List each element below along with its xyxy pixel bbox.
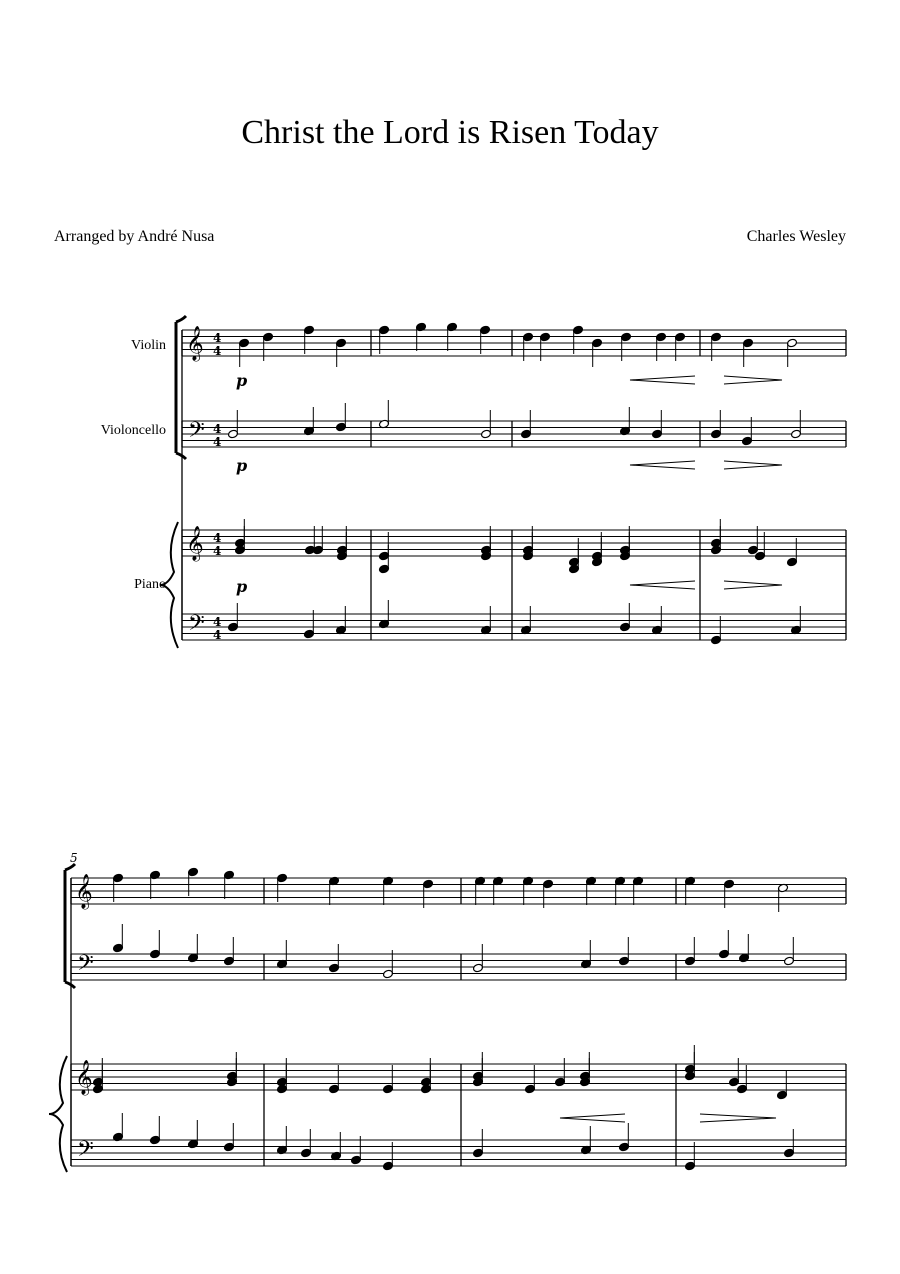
instrument-label-violin: Violin (131, 338, 166, 353)
bass-clef: 𝄢 (188, 418, 205, 448)
instrument-label-piano: Piano (134, 577, 166, 592)
staff-lines (49, 316, 846, 1172)
crescendo-hairpin (630, 376, 695, 384)
score-title: Christ the Lord is Risen Today (241, 114, 659, 151)
system-bracket (176, 316, 186, 459)
time-signature-top: 4 (213, 531, 222, 545)
time-signature-top: 4 (213, 615, 222, 629)
treble-clef: 𝄞 (186, 326, 204, 361)
decrescendo-hairpin (724, 581, 782, 589)
time-signature-top: 4 (213, 331, 222, 345)
notes (93, 322, 802, 1171)
bass-clef: 𝄢 (77, 1137, 94, 1167)
time-signature-bottom: 4 (213, 344, 222, 358)
dynamic-marking: p (236, 371, 248, 390)
decrescendo-hairpin (724, 376, 782, 384)
bass-clef: 𝄢 (77, 951, 94, 981)
time-signature-bottom: 4 (213, 544, 222, 558)
instrument-label-violoncello: Violoncello (100, 423, 166, 438)
decrescendo-hairpin (700, 1114, 776, 1122)
decrescendo-hairpin (724, 461, 782, 469)
piano-brace (160, 522, 178, 648)
treble-clef: 𝄞 (75, 874, 93, 909)
time-signature-top: 4 (213, 422, 222, 436)
piano-brace (49, 1056, 67, 1172)
arranger-credit: Arranged by André Nusa (54, 228, 215, 245)
composer-credit: Charles Wesley (746, 228, 846, 245)
measure-number: 5 (70, 851, 78, 865)
dynamic-marking: p (236, 577, 248, 596)
crescendo-hairpin (630, 461, 695, 469)
crescendo-hairpin (630, 581, 695, 589)
dynamic-marking: p (236, 456, 248, 475)
time-signature-bottom: 4 (213, 628, 222, 642)
bass-clef: 𝄢 (188, 611, 205, 641)
treble-clef: 𝄞 (75, 1060, 93, 1095)
treble-clef: 𝄞 (186, 526, 204, 561)
score-text (70, 326, 247, 1167)
time-signature-bottom: 4 (213, 435, 222, 449)
system-bracket (65, 864, 75, 988)
crescendo-hairpin (560, 1114, 625, 1122)
